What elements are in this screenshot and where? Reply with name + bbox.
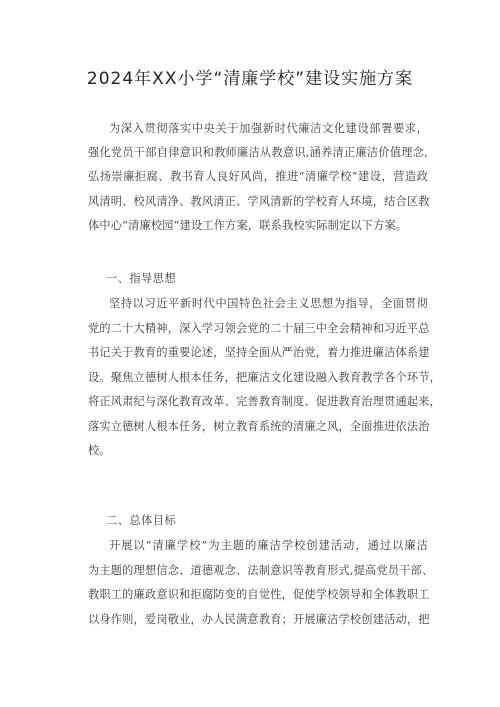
paragraph-line: 将正风肃纪与深化教育改革、完善教育制度、促进教育治理贯通起来，	[88, 395, 442, 408]
section-heading: 一、指导思想	[106, 272, 177, 285]
paragraph-line: 党的二十大精神，深入学习领会党的二十届三中全会精神和习近平总	[88, 322, 430, 335]
paragraph-line: 风清明、校风清净、教风清正、学风清新的学校育人环境，结合区教	[88, 195, 430, 208]
paragraph-line: 弘扬崇廉拒腐、教书育人良好风尚，推进“清廉学校”建设，营造政	[88, 170, 428, 183]
paragraph-line: 为主题的理想信念、道德观念、法制意识等教育形式,提高党员干部、	[88, 564, 434, 577]
document-title: 2024年XX小学“清廉学校”建设实施方案	[86, 69, 414, 89]
paragraph-line: 为深入贯彻落实中央关于加强新时代廉洁文化建设部署要求，	[109, 122, 428, 135]
paragraph-line: 设。聚焦立德树人根本任务，把廉洁文化建设融入教育教学各个环节，	[88, 371, 442, 384]
paragraph-line: 教职工的廉政意识和拒腐防变的自觉性，促使学校领导和全体教职工	[88, 588, 430, 601]
paragraph-line: 以身作则，爱岗敬业，办人民满意教育；开展廉洁学校创建活动，把	[88, 613, 430, 626]
section-heading: 二、总体目标	[106, 514, 177, 527]
paragraph-line: 书记关于教育的重要论述，坚持全面从严治党，着力推进廉洁体系建	[88, 346, 430, 359]
paragraph-line: 落实立德树人根本任务，树立教育系统的清廉之风，全面推进依法治	[88, 420, 430, 433]
paragraph-line: 强化党员干部自律意识和教师廉洁从教意识,涵养清正廉洁价值理念,	[88, 146, 428, 159]
paragraph-line: 坚持以习近平新时代中国特色社会主义思想为指导，全面贯彻	[109, 297, 428, 310]
paragraph-line: 开展以“清廉学校”为主题的廉洁学校创建活动，通过以廉洁	[109, 539, 428, 552]
paragraph-line: 校。	[88, 444, 111, 457]
paragraph-line: 体中心“清廉校园”建设工作方案，联系我校实际制定以下方案。	[88, 219, 408, 232]
